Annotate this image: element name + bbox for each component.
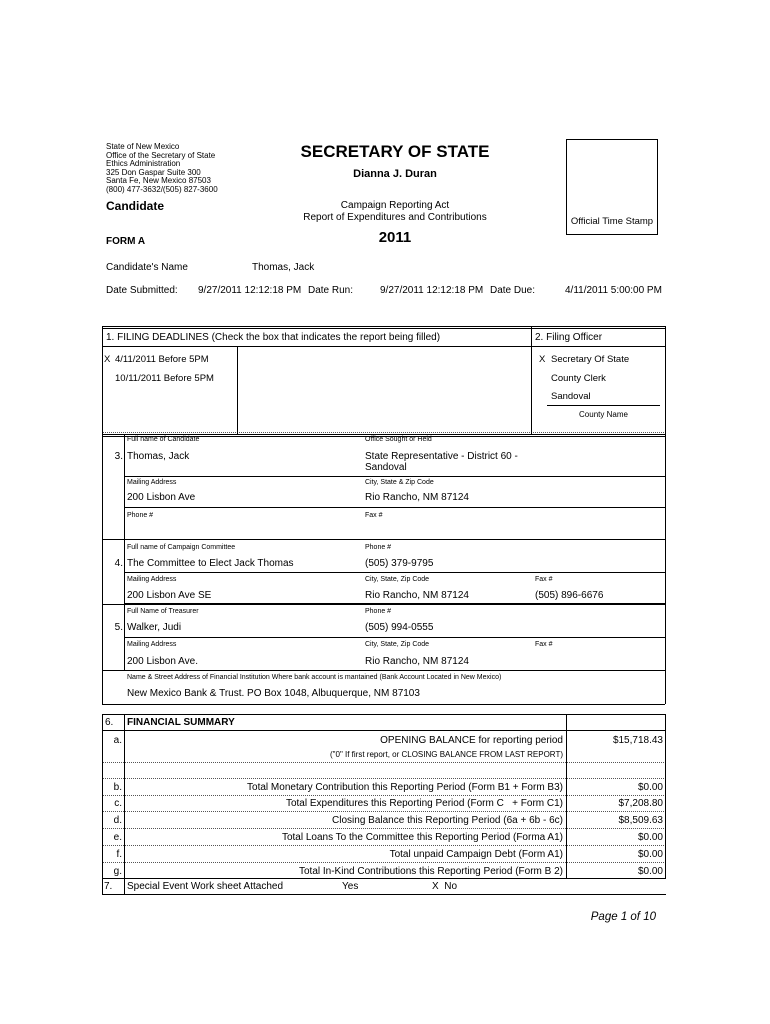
row-letter: e. [113,832,122,843]
report-year: 2011 [378,229,412,246]
row-letter: f. [116,849,122,860]
row-label: Total In-Kind Contributions this Reporting Period (Form B 2) [298,866,563,877]
treasurer-mailing: 200 Lisbon Ave. [127,656,198,667]
deadline-option-april: 4/11/2011 Before 5PM [115,354,209,365]
report-title: Report of Expenditures and Contributions [303,212,487,223]
date-run-value: 9/27/2011 12:12:18 PM [380,285,484,296]
treasurer-phone: (505) 994-0555 [365,622,434,633]
committee-name-label: Full name of Campaign Committee [127,544,236,551]
committee-fax-label: Fax # [535,576,553,583]
row-label: Closing Balance this Reporting Period (6a + 6b - 6c) [332,815,563,826]
county-value: Sandoval [551,391,591,402]
treasurer-name-label: Full Name of Treasurer [127,608,199,615]
date-run-label: Date Run: [308,285,354,296]
officer-checkbox-sos[interactable]: X [539,354,546,365]
office-line: State Representative - District 60 - [365,451,518,462]
candidate-fax-label: Fax # [365,512,383,519]
county-name-label: County Name [579,410,628,419]
agency-line: 325 Don Gaspar Suite 300 [106,167,201,177]
office-sought [365,451,518,473]
office-sought-label: Office Sought or Held [365,436,432,443]
agency-line: State of New Mexico [106,142,180,151]
secretary-name: Dianna J. Duran [353,168,437,180]
treasurer-phone-label: Phone # [365,608,392,615]
bank-address: New Mexico Bank & Trust. PO Box 1048, Albuquerque, NM 87103 [127,688,420,699]
deadline-option-october: 10/11/2011 Before 5PM [115,373,214,384]
committee-city-label: City, State, Zip Code [365,576,430,583]
treasurer-mailing-label: Mailing Address [127,641,177,648]
bank-address-label: Name & Street Address of Financial Institution Where bank account is mantained (Bank Account Located in New Mexico) [127,674,502,681]
candidate-city-label: City, State & Zip Code [365,479,434,486]
row-letter: d. [113,815,122,826]
agency-line: (800) 477-3632/(505) 827-3600 [106,184,218,194]
candidate-fullname: Thomas, Jack [127,451,190,462]
date-submitted-value: 9/27/2011 12:12:18 PM [198,285,302,296]
special-event-yes[interactable]: Yes [342,881,359,892]
row-letter: c. [114,798,122,809]
deadline-checkbox-april[interactable]: X [104,354,111,365]
candidate-phone-label: Phone # [127,512,154,519]
committee-fax: (505) 896-6676 [535,590,604,601]
row-letter: b. [113,782,122,793]
form-label: FORM A [106,236,146,247]
section-6-number: 6. [105,717,114,728]
agency-line: Office of the Secretary of State [106,150,216,160]
candidate-city: Rio Rancho, NM 87124 [365,492,469,503]
date-due-label: Date Due: [490,285,536,296]
candidate-heading: Candidate [106,199,165,213]
row-label: Total Loans To the Committee this Reporting Period (Forma A1) [281,832,563,843]
row-value: $7,208.80 [618,798,663,809]
office-line: Sandoval [365,462,407,473]
date-submitted-label: Date Submitted: [106,285,178,296]
row-value: $0.00 [637,782,663,793]
opening-balance-value: $15,718.43 [612,735,663,746]
candidate-mailing: 200 Lisbon Ave [127,492,196,503]
date-due-value: 4/11/2011 5:00:00 PM [565,285,662,296]
treasurer-name: Walker, Judi [127,622,182,633]
section-7-number: 7. [104,881,113,892]
row-letter: g. [113,866,122,877]
agency-line: Ethics Administration [106,159,181,169]
candidate-fullname-label: Full name of Candidate [127,436,200,443]
agency-address [106,143,218,195]
treasurer-city: Rio Rancho, NM 87124 [365,656,469,667]
official-time-stamp-box [566,139,658,235]
special-event-no[interactable]: X No [432,881,458,892]
committee-phone: (505) 379-9795 [365,558,434,569]
section-3-number: 3. [114,451,123,462]
section-5-number: 5. [114,622,123,633]
row-label: Total Monetary Contribution this Reporting Period (Form B1 + Form B3) [247,782,563,793]
opening-balance-label: OPENING BALANCE for reporting period [380,735,563,746]
committee-name: The Committee to Elect Jack Thomas [127,558,294,569]
stamp-label: Official Time Stamp [570,216,654,227]
committee-city: Rio Rancho, NM 87124 [365,590,469,601]
row-value: $0.00 [637,832,663,843]
filing-officer-heading: 2. Filing Officer [535,332,603,343]
candidate-name-value: Thomas, Jack [252,262,315,273]
committee-mailing-label: Mailing Address [127,576,177,583]
section-4-number: 4. [114,558,123,569]
treasurer-city-label: City, State, Zip Code [365,641,430,648]
committee-phone-label: Phone # [365,544,392,551]
officer-option-county-clerk: County Clerk [551,373,606,384]
row-value: $0.00 [637,849,663,860]
committee-mailing: 200 Lisbon Ave SE [127,590,212,601]
page-title: SECRETARY OF STATE [300,142,490,161]
treasurer-fax-label: Fax # [535,641,553,648]
row-label: Total Expenditures this Reporting Period (Form C + Form C1) [285,798,563,809]
opening-balance-note: ("0" If first report, or CLOSING BALANCE FROM LAST REPORT) [330,750,563,759]
row-label: Total unpaid Campaign Debt (Form A1) [389,849,563,860]
officer-option-sos: Secretary Of State [551,354,630,365]
page-number: Page 1 of 10 [590,911,656,923]
filing-deadlines-heading: 1. FILING DEADLINES (Check the box that indicates the report being filled) [106,332,441,343]
act-title: Campaign Reporting Act [340,200,450,211]
special-event-label: Special Event Work sheet Attached [127,881,284,892]
candidate-name-label: Candidate's Name [106,262,188,273]
financial-summary-heading: FINANCIAL SUMMARY [127,717,235,728]
row-value: $8,509.63 [618,815,663,826]
row-value: $0.00 [637,866,663,877]
row-letter-a: a. [113,735,122,746]
candidate-mailing-label: Mailing Address [127,479,177,486]
agency-line: Santa Fe, New Mexico 87503 [106,176,211,186]
